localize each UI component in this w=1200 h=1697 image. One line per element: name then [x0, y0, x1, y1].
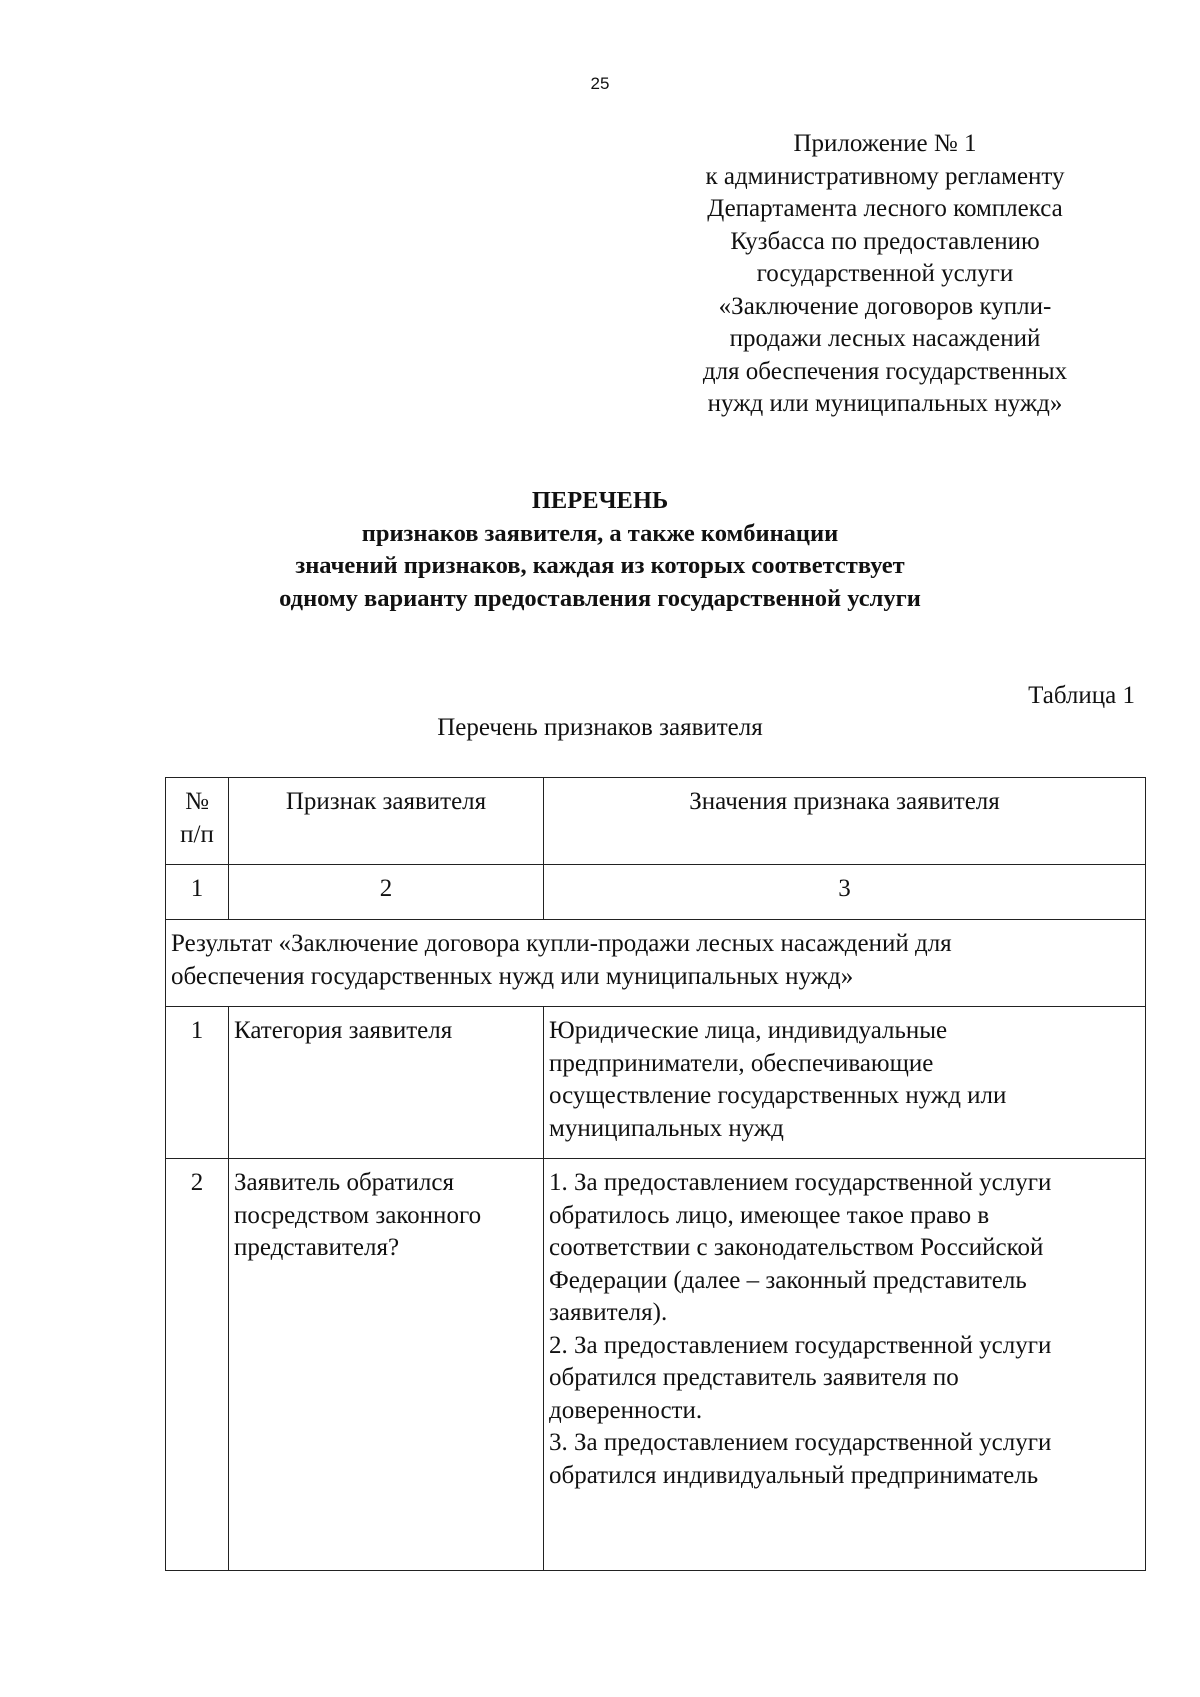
value-line: осуществление государственных нужд или: [549, 1082, 1007, 1109]
feature-line: Категория заявителя: [234, 1017, 453, 1044]
result-row: [166, 920, 1146, 1007]
appendix-line: нужд или муниципальных нужд»: [707, 390, 1063, 417]
title-line: одному варианту предоставления государственной услуги: [279, 584, 921, 612]
result-line: Результат «Заключение договора купли-продажи лесных насаждений для: [171, 930, 952, 957]
appendix-line: Приложение № 1: [793, 130, 977, 157]
appendix-line: продажи лесных насаждений: [729, 325, 1041, 352]
feature-line: Заявитель обратился: [234, 1169, 454, 1196]
column-numbering-row: [166, 865, 1146, 920]
row-values: [544, 1159, 1146, 1571]
page-number: 25: [590, 74, 610, 93]
column-number: 1: [166, 865, 229, 920]
value-line: Федерации (далее – законный представитель: [549, 1266, 1027, 1294]
header-number-line: п/п: [180, 820, 214, 848]
feature-line: представителя?: [234, 1234, 400, 1261]
row-number: 2: [166, 1159, 229, 1571]
appendix-line: «Заключение договоров купли-: [718, 292, 1052, 320]
row-feature: [229, 1159, 544, 1571]
value-line: Юридические лица, индивидуальные: [549, 1017, 948, 1044]
value-line: 1. За предоставлением государственной услуги: [549, 1169, 1052, 1196]
value-line: предприниматели, обеспечивающие: [549, 1049, 934, 1077]
value-line: обратилось лицо, имеющее такое право в: [549, 1201, 990, 1229]
row-values: [544, 1007, 1146, 1159]
value-line: муниципальных нужд: [549, 1114, 784, 1142]
table-label: Таблица 1: [1028, 682, 1135, 709]
row-feature: [229, 1007, 544, 1159]
appendix-line: Кузбасса по предоставлению: [730, 227, 1040, 255]
value-line: 2. За предоставлением государственной услуги: [549, 1331, 1052, 1359]
value-line: заявителя).: [549, 1299, 668, 1326]
value-line: 3. За предоставлением государственной услуги: [549, 1429, 1052, 1456]
table-row: [166, 1007, 1146, 1159]
appendix-line: к административному регламенту: [705, 162, 1065, 190]
column-number: 2: [229, 865, 544, 920]
title-line: значений признаков, каждая из которых соответствует: [295, 552, 905, 579]
header-feature-cell: Признак заявителя: [229, 778, 544, 865]
value-line: обратился индивидуальный предприниматель: [549, 1461, 1039, 1489]
title-line: ПЕРЕЧЕНЬ: [531, 487, 669, 514]
header-number-cell: [166, 778, 229, 865]
row-number: 1: [166, 1007, 229, 1159]
column-number: 3: [544, 865, 1146, 920]
result-cell: [166, 920, 1146, 1007]
header-number-line: №: [185, 788, 209, 815]
table-row: [166, 1159, 1146, 1571]
result-line: обеспечения государственных нужд или муниципальных нужд»: [171, 962, 854, 990]
table-header-row: [166, 778, 1146, 865]
appendix-line: государственной услуги: [756, 260, 1014, 287]
appendix-line: Департамента лесного комплекса: [707, 195, 1063, 222]
table-caption: Перечень признаков заявителя: [437, 714, 763, 741]
title-line: признаков заявителя, а также комбинации: [361, 519, 839, 547]
value-line: доверенности.: [549, 1396, 703, 1424]
document-title: [0, 485, 1200, 615]
appendix-line: для обеспечения государственных: [702, 357, 1068, 385]
header-values-cell: Значения признака заявителя: [544, 778, 1146, 865]
feature-line: посредством законного: [234, 1201, 482, 1229]
value-line: соответствии с законодательством Российской: [549, 1234, 1044, 1261]
value-line: обратился представитель заявителя по: [549, 1364, 959, 1391]
applicant-features-table: [165, 777, 1146, 1571]
appendix-block: [655, 128, 1115, 421]
